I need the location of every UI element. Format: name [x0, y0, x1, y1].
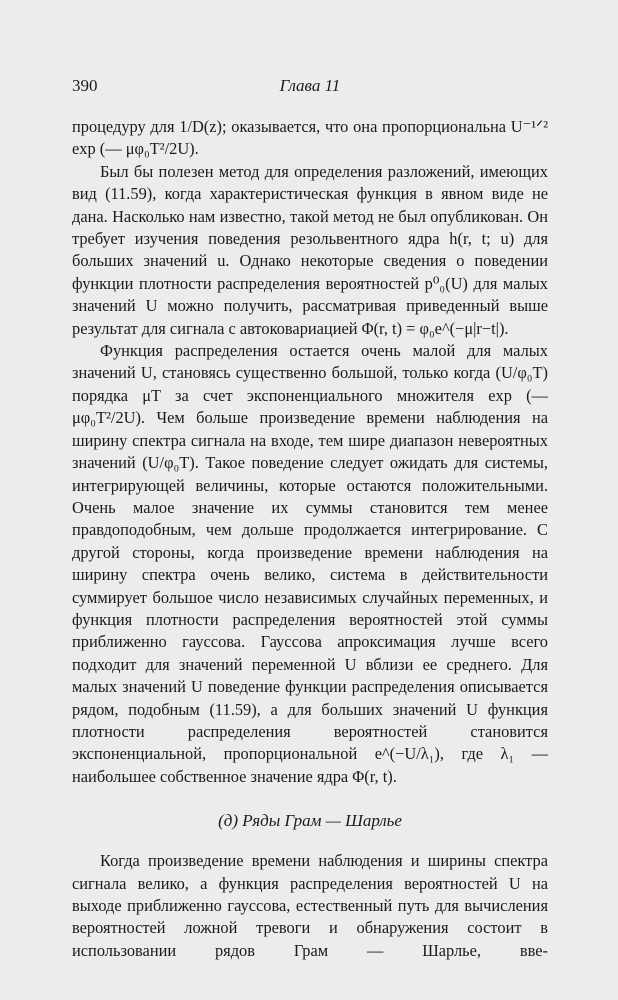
paragraph-gram-charlier: Когда произведение времени наблюдения и ширины спектра сигнала велико, а функция распределения вероятностей U на выходе приближенно гауссова, естественный путь для вычисления вероятностей ложной тревоги и обнаружения состоит в использовании рядов Грам — Шарлье, вве- — [72, 851, 548, 960]
paragraph-method: Был бы полезен метод для определения разложений, имеющих вид (11.59), когда характеристическая функция в явном виде не дана. Насколько нам известно, такой метод не был опубликован. Он требует изучения поведения резольвентного ядра h(r, t; u) для больших значений u. Однако некоторые сведения о поведении функции плотности распределения вероятностей p⁰₀(U) для малых значений U можно получить, рассматривая приведенный выше результат для сигнала с автоковариацией Φ(r, t) = φ₀e^(−μ|r−t|). — [72, 161, 548, 338]
running-head: Глава 11 — [279, 76, 341, 95]
paragraph-distribution: Функция распределения остается очень малой для малых значений U, становясь существенно большой, только когда (U/φ₀T) порядка μT за счет экспоненциального множителя exp (— μφ₀T²/2U). Чем больше произведение времени наблюдения на ширину спектра сигнала на входе, тем шире диапазон невероятных значений (U/φ₀T). Такое поведение следует ожидать для системы, интегрирующей величины, которые остаются положительными. Очень малое значение их суммы становится тем менее правдоподобным, чем дольше продолжается интегрирование. С другой стороны, когда произведение времени наблюдения на ширину спектра очень велико, система в действительности суммирует большое число независимых случайных переменных, и функция плотности распределения вероятностей этой суммы приближенно гауссова. Гауссова апроксимация лучше всего подходит для значений переменной U вблизи ее среднего. Для малых значений U поведение функции распределения описывается рядом, подобным (11.59), а для больших значений U функция плотности распределения вероятностей становится экспоненциальной, пропорциональной e^(−U/λ₁), где λ₁ — наибольшее собственное значение ядра Φ(r, t). — [72, 341, 548, 786]
page-header — [72, 76, 548, 100]
paragraph-continuation: процедуру для 1/D(z); оказывается, что она пропорциональна U⁻¹ᐟ² exp (— μφ₀T²/2U). — [72, 117, 548, 159]
body-text — [72, 116, 548, 962]
section-heading: (д) Ряды Грам — Шарлье — [218, 811, 402, 831]
page-number: 390 — [72, 76, 98, 95]
